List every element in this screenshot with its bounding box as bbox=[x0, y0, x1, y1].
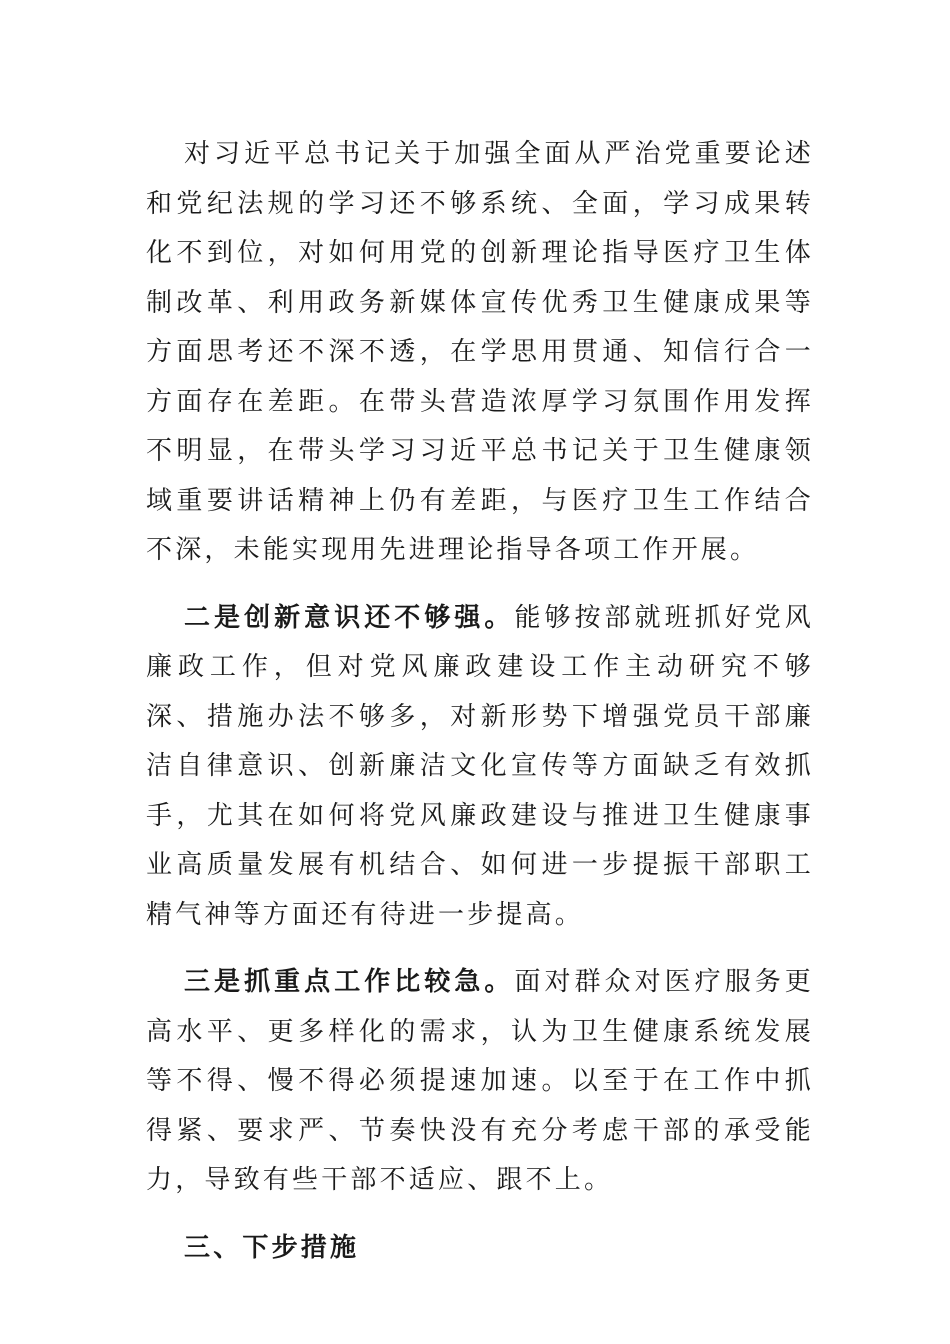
paragraph-key-work-pace bbox=[146, 958, 814, 1206]
paragraph-text: 能够按部就班抓好党风廉政工作，但对党风廉政建设工作主动研究不够深、措施办法不够多，对新形势下增强党员干部廉洁自律意识、创新廉洁文化宣传等方面缺乏有效抓手，尤其在如何将党风廉政建设与推进卫生健康事业高质量发展有机结合、如何进一步提振干部职工精气神等方面还有待进一步提高。 bbox=[146, 602, 814, 930]
paragraph-text: 面对群众对医疗服务更高水平、更多样化的需求，认为卫生健康系统发展等不得、慢不得必须提速加速。以至于在工作中抓得紧、要求严、节奏快没有充分考虑干部的承受能力，导致有些干部不适应、跟不上。 bbox=[146, 967, 814, 1195]
paragraph-text: 对习近平总书记关于加强全面从严治党重要论述和党纪法规的学习还不够系统、全面，学习成果转化不到位，对如何用党的创新理论指导医疗卫生体制改革、利用政务新媒体宣传优秀卫生健康成果等方面思考还不深不透，在学思用贯通、知信行合一方面存在差距。在带头营造浓厚学习氛围作用发挥不明显，在带头学习习近平总书记关于卫生健康领域重要讲话精神上仍有差距，与医疗卫生工作结合不深，未能实现用先进理论指导各项工作开展。 bbox=[146, 139, 814, 565]
paragraph-study-shortcomings bbox=[146, 130, 814, 576]
section-heading: 三、下步措施 bbox=[184, 1232, 360, 1263]
paragraph-innovation-awareness bbox=[146, 594, 814, 941]
paragraph-lead: 三是抓重点工作比较急。 bbox=[184, 967, 515, 997]
paragraph-lead: 二是创新意识还不够强。 bbox=[184, 602, 515, 633]
document-body bbox=[146, 130, 814, 1273]
